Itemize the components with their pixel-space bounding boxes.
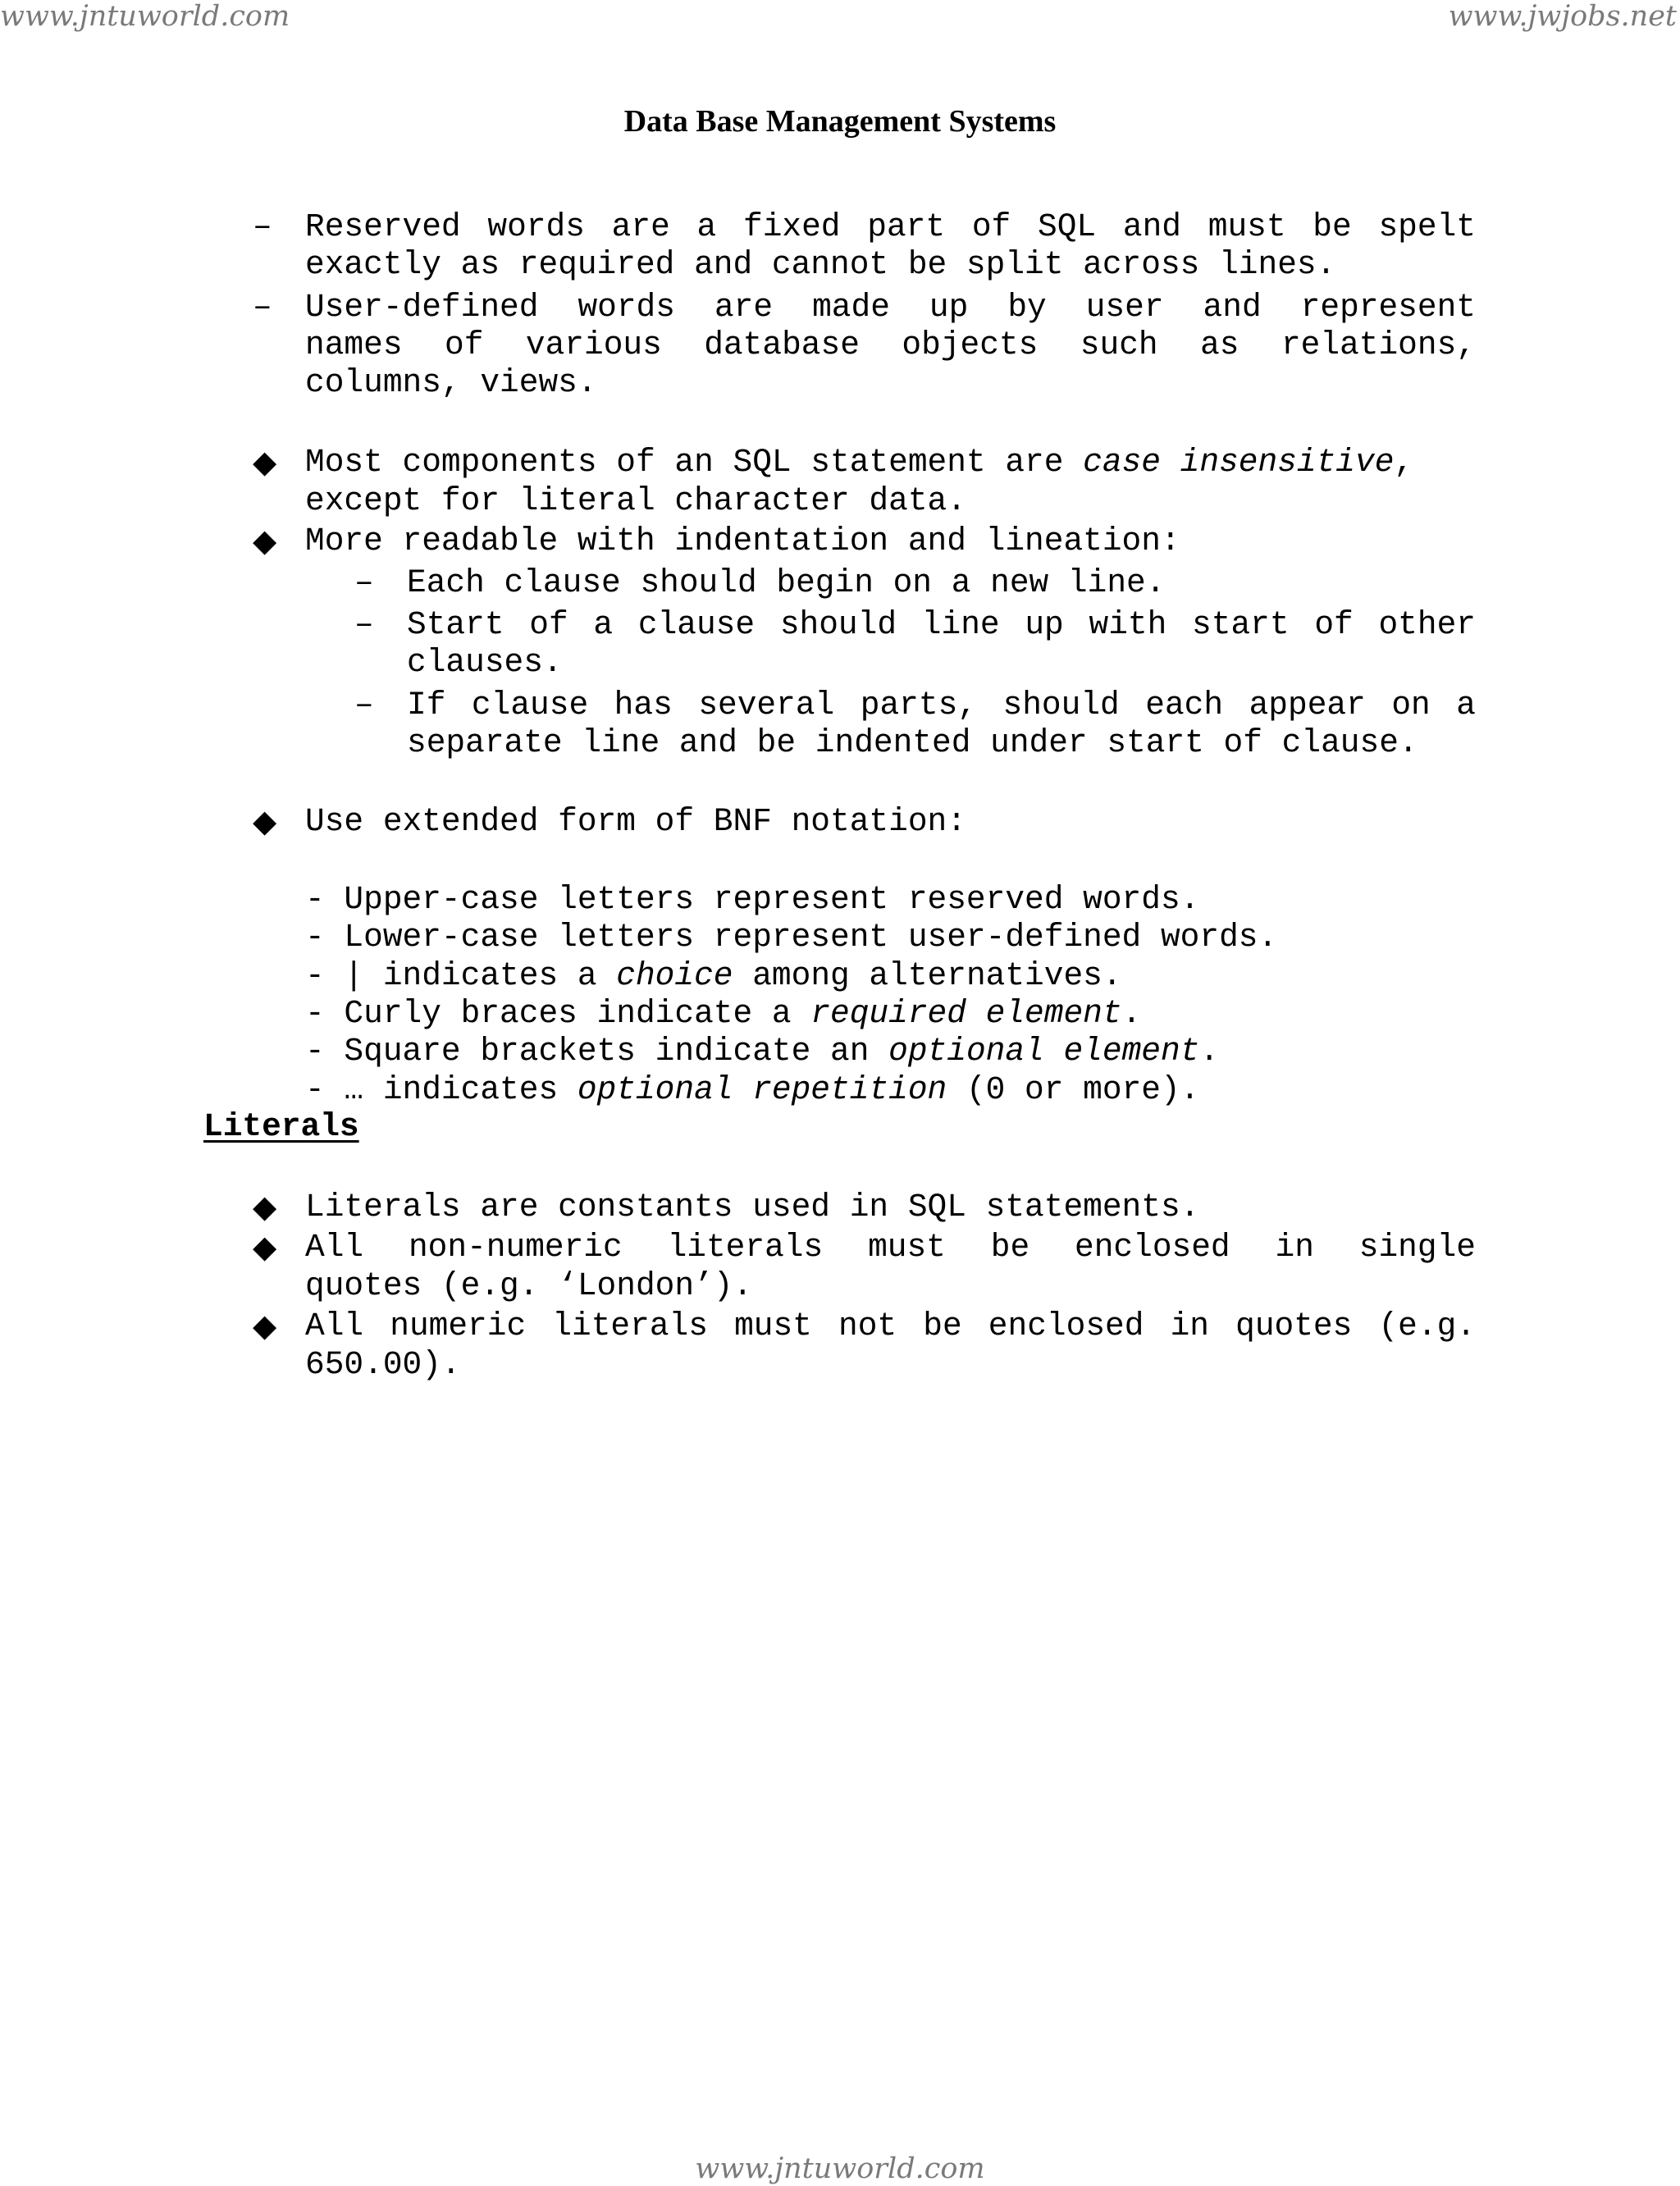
diamond-bullet-icon: ◆ <box>253 1189 277 1225</box>
diamond-bullet-icon: ◆ <box>253 1307 277 1344</box>
text-line: columns, views. <box>305 364 597 401</box>
text-line: Use extended form of BNF notation: <box>305 803 966 840</box>
italic-phrase: optional repetition <box>577 1071 947 1108</box>
text-line: names of various database objects such as relations, <box>305 326 1476 363</box>
dash-bullet: – <box>253 208 272 245</box>
text-line: exactly as required and cannot be split across lines. <box>305 246 1336 283</box>
text-line: - | indicates a choice among alternatives. <box>305 957 1122 994</box>
text-line: - … indicates optional repetition (0 or more). <box>305 1071 1200 1108</box>
text-line: - Lower-case letters represent user-defined words. <box>305 919 1278 956</box>
text-line: - Curly braces indicate a required element. <box>305 995 1142 1032</box>
text-line: More readable with indentation and lineation: <box>305 523 1180 559</box>
text-line: Each clause should begin on a new line. <box>407 564 1166 601</box>
diamond-bullet-icon: ◆ <box>253 803 277 839</box>
text-line: - Upper-case letters represent reserved words. <box>305 881 1200 918</box>
text-line: - Square brackets indicate an optional element. <box>305 1033 1220 1070</box>
italic-phrase: required element <box>810 995 1122 1032</box>
diamond-bullet-icon: ◆ <box>253 1229 277 1265</box>
text-line: quotes (e.g. ‘London’). <box>305 1267 753 1304</box>
dash-bullet: – <box>253 289 272 326</box>
text-line: All non-numeric literals must be enclosed in single <box>305 1229 1476 1266</box>
text-line: 650.00). <box>305 1346 461 1383</box>
diamond-bullet-icon: ◆ <box>253 444 277 480</box>
text-line: Literals are constants used in SQL statements. <box>305 1189 1200 1225</box>
text-line: All numeric literals must not be enclosed in quotes (e.g. <box>305 1307 1476 1344</box>
italic-phrase: case insensitive <box>1083 444 1395 481</box>
text-line: Most components of an SQL statement are case insensitive, <box>305 444 1414 481</box>
text-line: except for literal character data. <box>305 482 966 519</box>
dash-bullet: – <box>354 564 374 601</box>
italic-phrase: optional element <box>888 1033 1200 1070</box>
text-line: Reserved words are a fixed part of SQL and must be spelt <box>305 208 1476 245</box>
text-line: clauses. <box>407 644 563 681</box>
dash-bullet: – <box>354 687 374 723</box>
text-line: If clause has several parts, should each appear on a <box>407 687 1476 723</box>
text-line: separate line and be indented under start of clause. <box>407 724 1418 761</box>
footer-url: www.jntuworld.com <box>695 2152 985 2185</box>
text-line: Start of a clause should line up with start of other <box>407 606 1476 643</box>
dash-bullet: – <box>354 606 374 643</box>
diamond-bullet-icon: ◆ <box>253 523 277 559</box>
section-heading-literals: Literals <box>203 1108 359 1145</box>
page-title: Data Base Management Systems <box>623 104 1057 139</box>
header-left-url: www.jntuworld.com <box>0 0 290 33</box>
italic-phrase: choice <box>616 957 733 994</box>
header-right-url: www.jwjobs.net <box>1448 0 1677 33</box>
text-line: User-defined words are made up by user and represent <box>305 289 1476 326</box>
